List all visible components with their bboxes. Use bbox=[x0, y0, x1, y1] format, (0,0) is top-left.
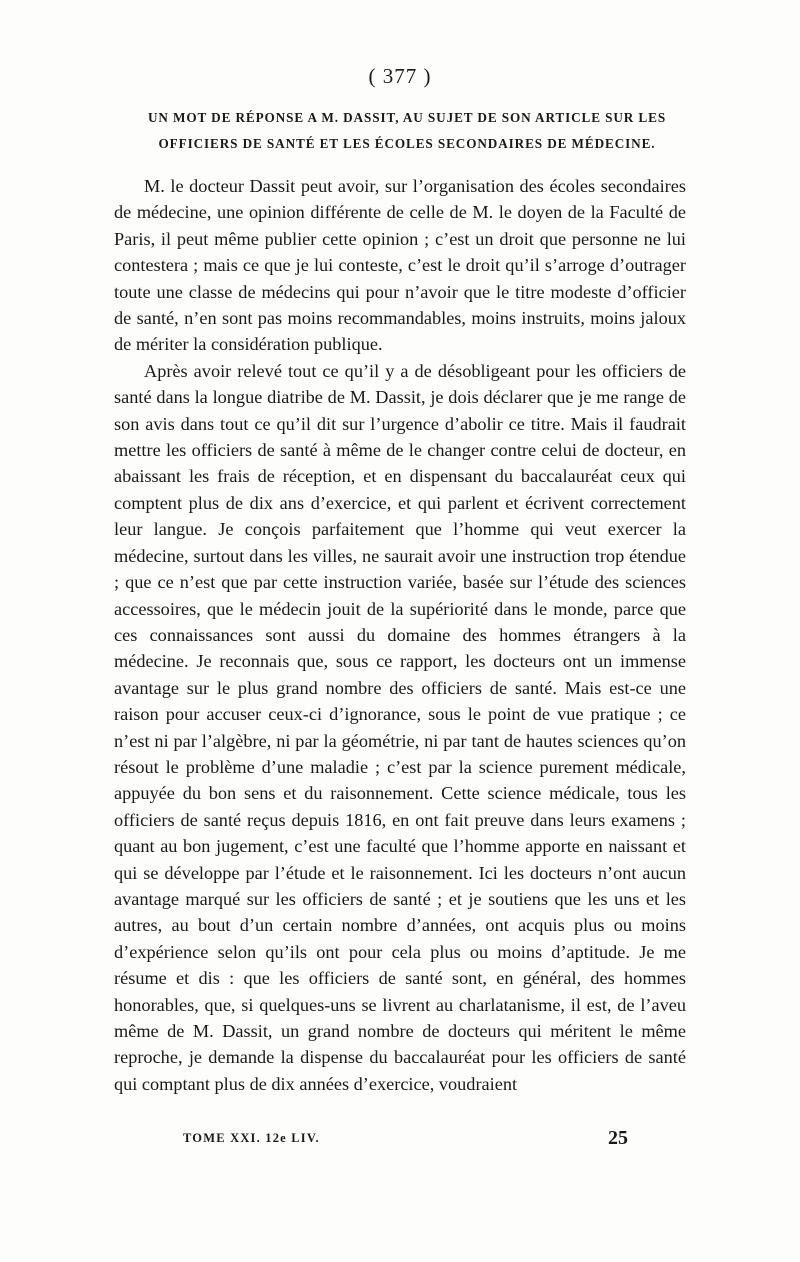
page-number: ( 377 ) bbox=[368, 64, 432, 88]
paragraph-2: Après avoir relevé tout ce qu’il y a de désobligeant pour les officiers de santé dans la longue diatribe de M. Dassit, je dois déclarer que je me range de son avis dans tout ce qu’il dit sur l’urgence d’abolir ce titre. Mais il faudrait mettre les officiers de santé à même de le changer contre celui de docteur, en abaissant les frais de réception, et en dispensant du baccalauréat ceux qui comptent plus de dix ans d’exercice, et qui parlent et écrivent correctement leur langue. Je conçois parfaitement que l’homme qui veut exercer la médecine, surtout dans les villes, ne saurait avoir une instruction trop étendue ; que ce n’est que par cette instruction variée, basée sur l’étude des sciences accessoires, que le médecin jouit de la supériorité dans le monde, parce que ces connaissances sont aussi du domaine des hommes étrangers à la médecine. Je reconnais que, sous ce rapport, les docteurs ont un immense avantage sur le plus grand nombre des officiers de santé. Mais est-ce une raison pour accuser ceux-ci d’ignorance, sous le point de vue pratique ; ce n’est ni par l’algèbre, ni par la géométrie, ni par tant de hautes sciences qu’on résout le problème d’une maladie ; c’est par la science purement médicale, appuyée du bon sens et du raisonnement. Cette science médicale, tous les officiers de santé reçus depuis 1816, en ont fait preuve dans leurs examens ; quant au bon jugement, c’est une faculté que l’homme apporte en naissant et qui se développe par l’étude et le raisonnement. Ici les docteurs n’ont aucun avantage marqué sur les officiers de santé ; et je soutiens que les uns et les autres, au bout d’un certain nombre d’années, ont acquis plus ou moins d’expérience selon qu’ils ont pour cela plus ou moins d’aptitude. Je me résume et dis : que les officiers de santé sont, en général, des hommes honorables, que, si quelques-uns se livrent au charlatanisme, il est, de l’aveu même de M. Dassit, un grand nombre de docteurs qui méritent le même reproche, je demande la dispense du baccalauréat pour les officiers de santé qui comptant plus de dix années d’exercice, voudraient bbox=[114, 360, 686, 1094]
footer-signature: TOME XXI. 12e LIV. bbox=[183, 1131, 320, 1145]
page-footer bbox=[183, 1127, 628, 1155]
article-title-line-2: OFFICIERS DE SANTÉ ET LES ÉCOLES SECONDAIRES DE MÉDECINE. bbox=[158, 136, 656, 151]
footer-sheet-number: 25 bbox=[608, 1127, 628, 1149]
article-body bbox=[114, 173, 686, 1097]
paragraph-1: M. le docteur Dassit peut avoir, sur l’organisation des écoles secondaires de médecine, une opinion différente de celle de M. le doyen de la Faculté de Paris, il peut même publier cette opinion ; c’est un droit que personne ne lui contestera ; mais ce que je lui conteste, c’est le droit qu’il s’arroge d’outrager toute une classe de médecins qui pour n’avoir que le titre modeste d’officier de santé, n’en sont pas moins recommandables, moins instruits, moins jaloux de mériter la considération publique. bbox=[114, 176, 686, 355]
article-title-line-1: UN MOT DE RÉPONSE A M. DASSIT, AU SUJET DE SON ARTICLE SUR LES bbox=[147, 110, 667, 125]
